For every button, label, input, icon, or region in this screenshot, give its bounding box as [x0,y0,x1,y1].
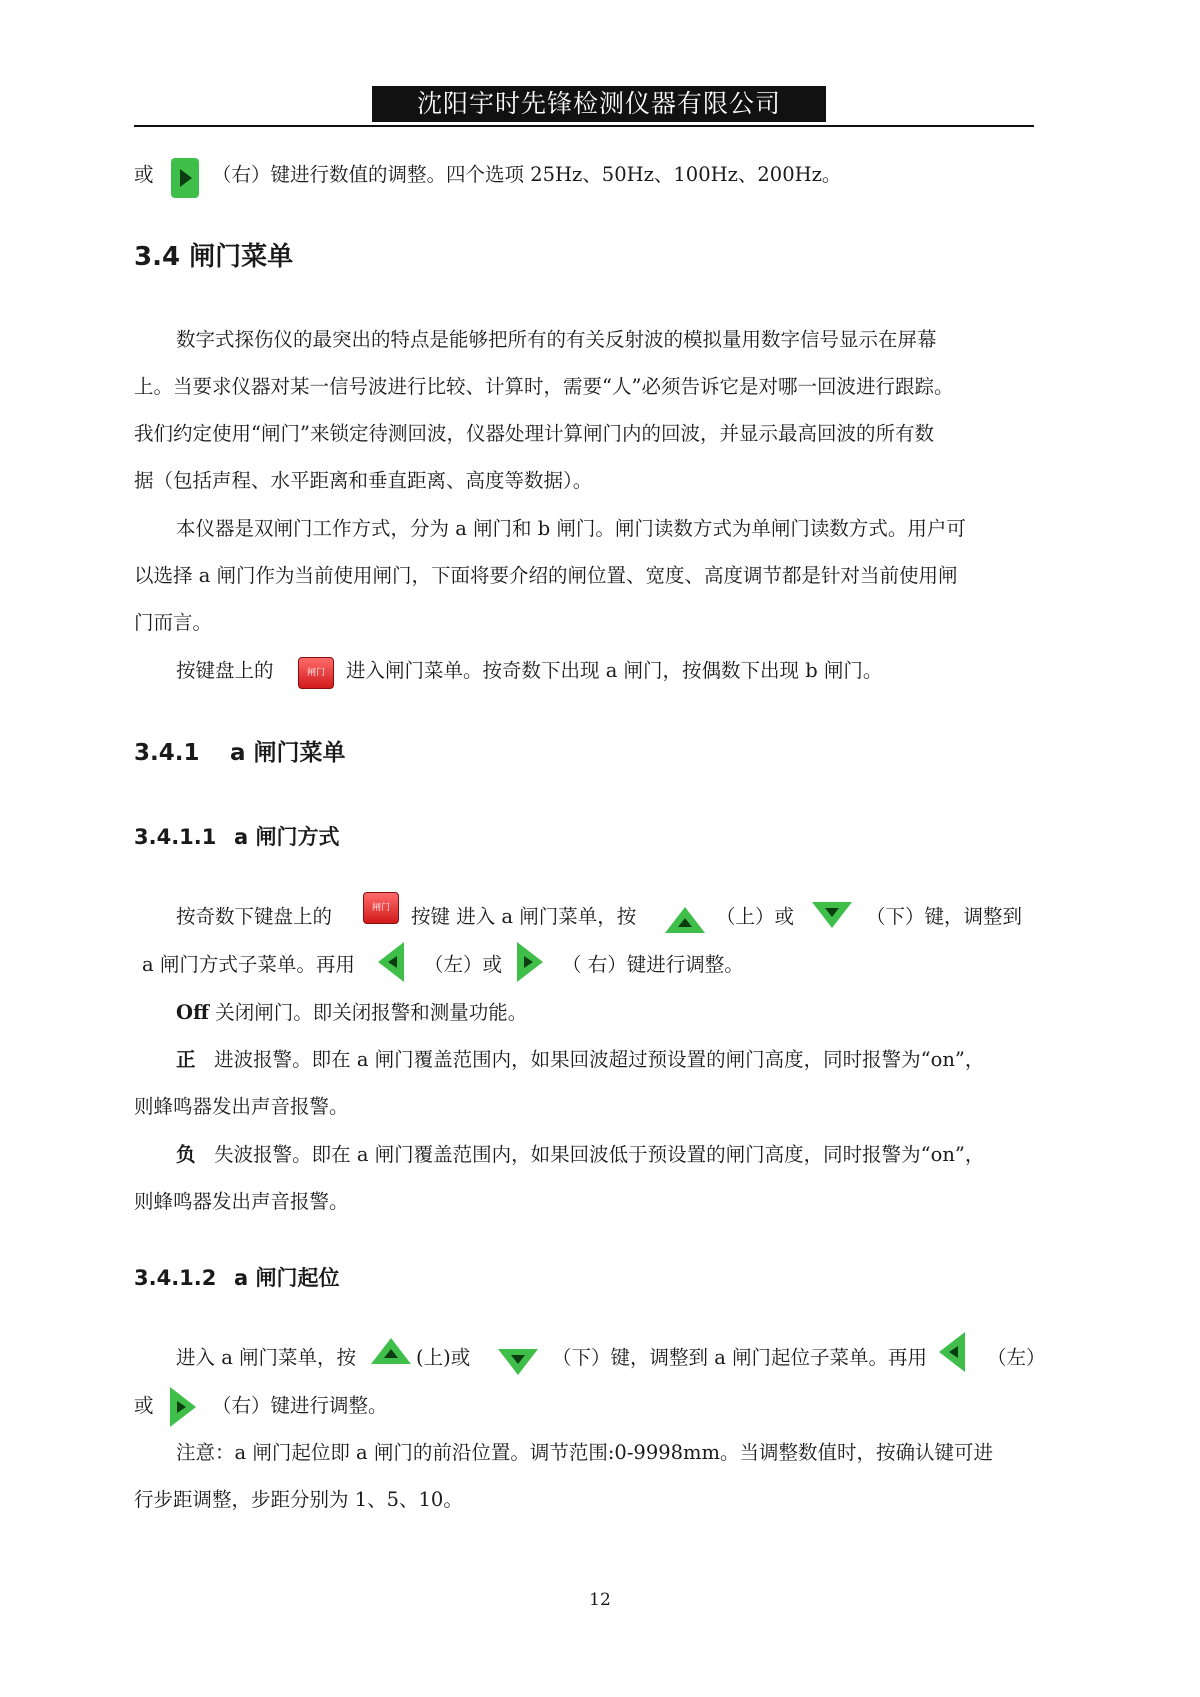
paragraph-line: (上)或 [416,1346,471,1369]
option-negative [176,1142,1076,1168]
paragraph-line: （上）或 [716,905,795,928]
paragraph-line: （ 右）键进行调整。 [562,953,744,976]
paragraph-line: 以选择 a 闸门作为当前使用闸门，下面将要介绍的闸位置、宽度、高度调节都是针对当前使用闸 [134,564,958,587]
paragraph-line: （下）键，调整到 [866,905,1023,928]
option-label: 正 [176,1048,196,1071]
paragraph-line: 进入闸门菜单。按奇数下出现 a 闸门，按偶数下出现 b 闸门。 [346,659,883,682]
paragraph-line: 门而言。 [134,611,213,634]
note-line: 注意：a 闸门起位即 a 闸门的前沿位置。调节范围:0-9998mm。当调整数值时，按确认键可进 [176,1441,994,1464]
page-number: 12 [589,1590,611,1610]
section-number: 3.4.1 [134,740,200,766]
header-rule [134,125,1034,127]
paragraph-line: 按键 进入 a 闸门菜单，按 [411,905,637,928]
paragraph-line: 则蜂鸣器发出声音报警。 [134,1095,349,1118]
right-arrow-key-icon [515,941,545,983]
up-arrow-key-icon [663,905,707,935]
down-arrow-key-icon [810,900,854,930]
paragraph-line: 进入 a 闸门菜单，按 [176,1346,357,1369]
paragraph-line: （左）或 [424,953,503,976]
option-off [176,1000,1076,1026]
option-positive [176,1047,1076,1073]
left-arrow-key-icon [937,1331,967,1373]
continuation-text: （右）键进行数值的调整。四个选项 25Hz、50Hz、100Hz、200Hz。 [212,163,842,186]
section-title: a 闸门方式 [234,825,340,849]
paragraph-line: （左） [987,1346,1046,1369]
note-line: 行步距调整，步距分别为 1、5、10。 [134,1488,463,1511]
paragraph-line: 按键盘上的 [176,659,274,682]
section-title: a 闸门菜单 [230,740,346,766]
option-label: Off [176,1001,209,1024]
paragraph-line: 或 [134,1394,154,1417]
text: 或 [134,163,154,186]
right-arrow-key-icon [170,157,204,199]
gate-key-icon: 闸门 [363,892,399,924]
up-arrow-key-icon [369,1336,413,1366]
paragraph-line: （右）键进行调整。 [212,1394,388,1417]
option-label: 负 [176,1143,196,1166]
paragraph-line: a 闸门方式子菜单。再用 [142,953,355,976]
paragraph-line: 本仪器是双闸门工作方式，分为 a 闸门和 b 闸门。闸门读数方式为单闸门读数方式。用户可 [176,517,966,540]
paragraph-line: 数字式探伤仪的最突出的特点是能够把所有的有关反射波的模拟量用数字信号显示在屏幕 [176,328,937,351]
right-arrow-key-icon [168,1386,198,1428]
paragraph-line: （下）键，调整到 a 闸门起位子菜单。再用 [552,1346,928,1369]
section-title: a 闸门起位 [234,1266,340,1290]
gate-key-icon: 闸门 [298,657,334,689]
left-arrow-key-icon [376,941,406,983]
company-header: 沈阳宇时先锋检测仪器有限公司 [372,86,826,122]
paragraph-line: 据（包括声程、水平距离和垂直距离、高度等数据）。 [134,469,593,492]
section-number: 3.4.1.1 [134,825,217,849]
section-title-3-4-1-1 [134,823,339,851]
section-title-3-4: 3.4 闸门菜单 [134,242,294,272]
section-number: 3.4.1.2 [134,1266,217,1290]
option-text: 关闭闸门。即关闭报警和测量功能。 [215,1001,528,1024]
down-arrow-key-icon [496,1347,540,1377]
paragraph-line: 则蜂鸣器发出声音报警。 [134,1190,349,1213]
section-title-3-4-1 [134,738,346,768]
option-text: 失波报警。即在 a 闸门覆盖范围内，如果回波低于预设置的闸门高度，同时报警为“on”， [214,1143,985,1166]
paragraph-line: 按奇数下键盘上的 [176,905,333,928]
paragraph-line: 上。当要求仪器对某一信号波进行比较、计算时，需要“人”必须告诉它是对哪一回波进行跟踪。 [134,375,954,398]
option-text: 进波报警。即在 a 闸门覆盖范围内，如果回波超过预设置的闸门高度，同时报警为“on”， [214,1048,985,1071]
paragraph-line: 我们约定使用“闸门”来锁定待测回波，仪器处理计算闸门内的回波，并显示最高回波的所有数 [134,422,934,445]
section-title-3-4-1-2 [134,1264,339,1292]
